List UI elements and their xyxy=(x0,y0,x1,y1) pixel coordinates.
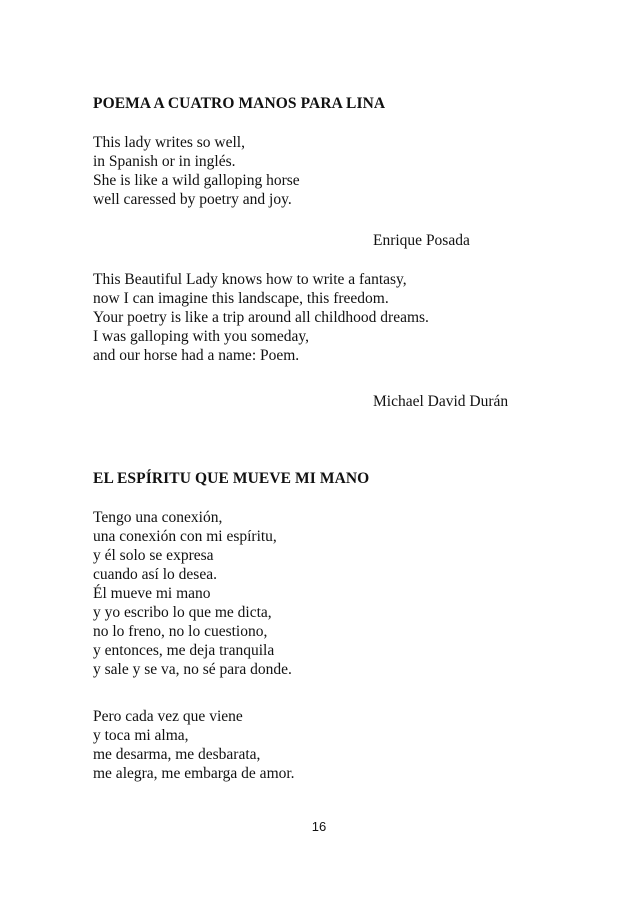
verse-line: Tengo una conexión, xyxy=(93,509,223,526)
verse-line: Your poetry is like a trip around all childhood dreams. xyxy=(93,309,429,326)
poem2-stanza-2 xyxy=(93,707,295,783)
verse-line: no lo freno, no lo cuestiono, xyxy=(93,623,268,640)
poem2-stanza-1 xyxy=(93,508,292,679)
verse-line: me alegra, me embarga de amor. xyxy=(93,765,295,782)
verse-line: me desarma, me desbarata, xyxy=(93,746,261,763)
verse-line: and our horse had a name: Poem. xyxy=(93,347,300,364)
poem-title-lina: POEMA A CUATRO MANOS PARA LINA xyxy=(93,95,386,112)
verse-line: y toca mi alma, xyxy=(93,727,189,744)
verse-line: una conexión con mi espíritu, xyxy=(93,528,277,545)
author-signature-enrique: Enrique Posada xyxy=(373,232,470,249)
verse-line: y él solo se expresa xyxy=(93,547,214,564)
verse-line: I was galloping with you someday, xyxy=(93,328,309,345)
verse-line: y sale y se va, no sé para donde. xyxy=(93,661,292,678)
verse-line: in Spanish or in inglés. xyxy=(93,153,236,170)
verse-line: She is like a wild galloping horse xyxy=(93,172,300,189)
verse-line: Él mueve mi mano xyxy=(93,585,211,602)
verse-line: now I can imagine this landscape, this freedom. xyxy=(93,290,389,307)
verse-line: y entonces, me deja tranquila xyxy=(93,642,275,659)
poem1-stanza-1 xyxy=(93,133,300,209)
author-signature-michael: Michael David Durán xyxy=(373,393,509,410)
verse-line: well caressed by poetry and joy. xyxy=(93,191,292,208)
verse-line: cuando así lo desea. xyxy=(93,566,217,583)
poem1-stanza-2 xyxy=(93,270,429,365)
page-number: 16 xyxy=(311,819,327,834)
verse-line: This lady writes so well, xyxy=(93,134,245,151)
verse-line: Pero cada vez que viene xyxy=(93,708,243,725)
verse-line: y yo escribo lo que me dicta, xyxy=(93,604,272,621)
verse-line: This Beautiful Lady knows how to write a fantasy, xyxy=(93,271,407,288)
poem-title-espiritu: EL ESPÍRITU QUE MUEVE MI MANO xyxy=(93,470,370,487)
